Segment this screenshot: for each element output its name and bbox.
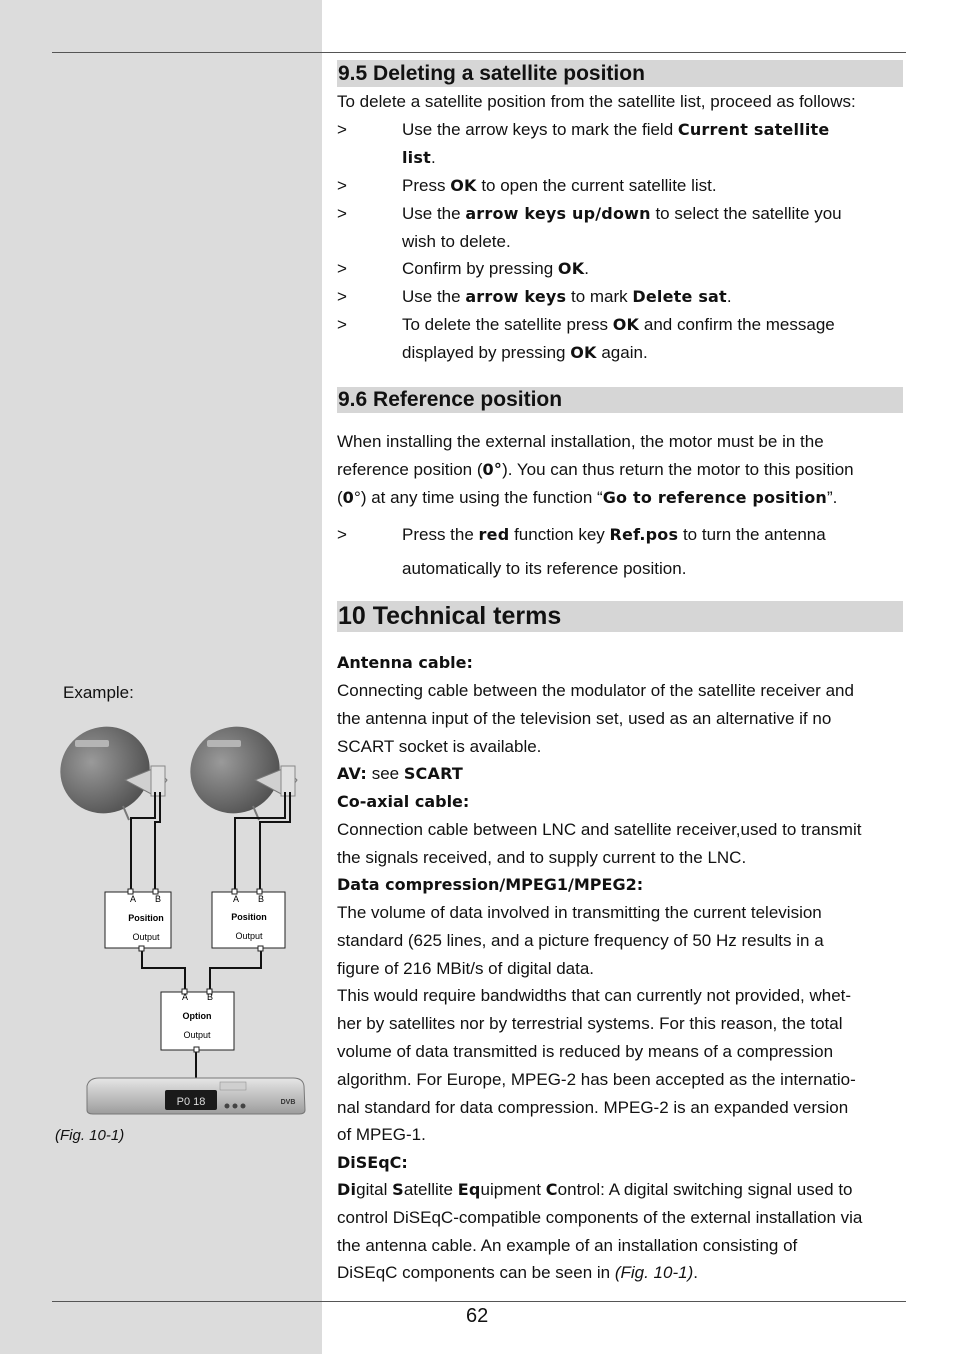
top-rule <box>52 52 906 53</box>
diseqc-installation-diagram <box>55 720 315 1120</box>
data-compression-line: figure of 216 MBit/s of digital data. <box>337 958 595 978</box>
diseqc-definition: Digital Satellite Equipment Control: A digital switching signal used to control DiSEqC-compatible components of the external installation via the antenna cable. An example of an installation consisting of DiSEqC components can be seen in (Fig. 10-1). <box>337 1180 863 1283</box>
term-data-compression: Data compression/MPEG1/MPEG2: <box>337 875 644 894</box>
data-compression-line: standard (625 lines, and a picture frequency of 50 Hz results in a <box>337 930 824 950</box>
antenna-cable-line: Connecting cable between the modulator of the satellite receiver and <box>337 681 854 700</box>
antenna-cable-definition <box>337 677 907 760</box>
svg-text:Output: Output <box>183 1030 211 1040</box>
data-compression-line: The volume of data involved in transmitting the current television <box>337 903 822 922</box>
svg-text:P0 18: P0 18 <box>176 1096 206 1108</box>
bullet-marker: > <box>337 525 347 544</box>
svg-text:Position: Position <box>128 913 164 923</box>
svg-text:Position: Position <box>231 912 267 922</box>
svg-text:Option: Option <box>182 1011 212 1021</box>
term-antenna-cable: Antenna cable: <box>337 653 473 672</box>
position-switch-1 <box>105 889 171 951</box>
svg-text:A: A <box>129 894 137 904</box>
example-label: Example: <box>63 683 134 702</box>
svg-text:B: B <box>206 992 214 1002</box>
satellite-dish-1 <box>55 720 167 828</box>
svg-text:Output: Output <box>235 931 263 941</box>
satellite-receiver <box>87 1078 305 1114</box>
section-heading-10: 10 Technical terms <box>337 601 903 632</box>
svg-text:B: B <box>257 894 265 904</box>
term-av: AV: see SCART <box>337 764 463 783</box>
data-compression-line: of MPEG-1. <box>337 1125 426 1145</box>
svg-text:DVB: DVB <box>280 1099 296 1106</box>
position-switch-2 <box>212 889 285 951</box>
left-sidebar <box>0 0 322 1354</box>
antenna-cable-line: the antenna input of the television set, used as an alternative if no <box>337 708 832 728</box>
page-number: 62 <box>466 1305 489 1327</box>
coaxial-cable-definition <box>337 816 907 872</box>
data-compression-line: nal standard for data compression. MPEG-2 is an expanded version <box>337 1097 849 1117</box>
section-heading-9-5: 9.5 Deleting a satellite position <box>337 60 903 87</box>
svg-text:Output: Output <box>132 932 160 942</box>
satellite-dish-2 <box>176 720 297 828</box>
bullet-marker: > <box>337 287 347 306</box>
bullet-marker: > <box>337 120 347 139</box>
antenna-cable-line: SCART socket is available. <box>337 736 542 756</box>
data-compression-definition <box>337 899 907 1149</box>
bullet-marker: > <box>337 176 347 195</box>
section-9-6-paragraph: When installing the external installation, the motor must be in the reference position (0°). You can thus return the motor to this position (0°) at any time using the function “Go to reference position”. <box>337 432 854 507</box>
bottom-rule <box>52 1301 906 1302</box>
section-9-5-intro: To delete a satellite position from the satellite list, proceed as follows: <box>337 92 856 111</box>
svg-text:B: B <box>154 894 162 904</box>
coaxial-cable-line: the signals received, and to supply current to the LNC. <box>337 847 747 867</box>
data-compression-line: algorithm. For Europe, MPEG-2 has been accepted as the internatio- <box>337 1069 856 1089</box>
svg-text:A: A <box>181 992 189 1002</box>
bullet-marker: > <box>337 259 347 278</box>
section-heading-9-6: 9.6 Reference position <box>337 387 903 413</box>
bullet-marker: > <box>337 204 347 223</box>
option-switch <box>161 989 234 1052</box>
svg-text:A: A <box>232 894 240 904</box>
data-compression-line: This would require bandwidths that can currently not provided, whet- <box>337 986 852 1006</box>
figure-caption: (Fig. 10-1) <box>55 1127 125 1144</box>
data-compression-line: her by satellites nor by terrestrial systems. For this reason, the total <box>337 1014 843 1034</box>
coaxial-cable-line: Connection cable between LNC and satellite receiver,used to transmit <box>337 820 862 839</box>
bullet-marker: > <box>337 315 347 334</box>
data-compression-line: volume of data transmitted is reduced by means of a compression <box>337 1041 834 1061</box>
term-coaxial-cable: Co-axial cable: <box>337 792 470 811</box>
term-diseqc: DiSEqC: <box>337 1153 408 1172</box>
figure-reference: (Fig. 10-1) <box>614 1263 694 1283</box>
